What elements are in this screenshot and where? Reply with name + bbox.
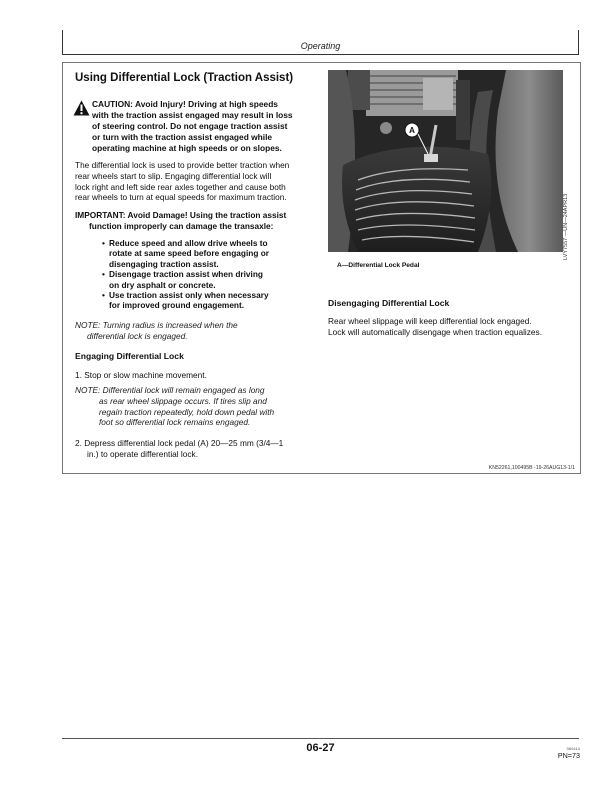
header-bottom-rule — [62, 54, 579, 55]
disengaging-line: Lock will automatically disengage when traction equalizes. — [328, 326, 542, 337]
bullet-item — [102, 238, 332, 269]
footer-rule — [62, 738, 579, 739]
intro-paragraph — [75, 160, 325, 203]
important-notice — [75, 210, 325, 232]
section-header: Operating — [300, 41, 341, 51]
bullet-item — [102, 290, 332, 311]
note-line: NOTE: Turning radius is increased when the — [75, 320, 238, 330]
intro-line: The differential lock is used to provide better traction when — [75, 160, 290, 170]
photo-callout-label: A — [409, 126, 415, 135]
figure-id: LVY7557 —UN—24APR13 — [563, 193, 569, 260]
step-line: 2. Depress differential lock pedal (A) 20—25 mm (3/4—1 — [75, 438, 284, 448]
caution-line: with the traction assist engaged may result in loss — [92, 110, 293, 120]
caution-line: or turn with the traction assist engaged while — [92, 132, 273, 142]
caution-line: of steering control. Do not engage traction assist — [92, 121, 288, 131]
bullet-line: • Use traction assist only when necessary — [109, 290, 269, 301]
page-title: Using Differential Lock (Traction Assist) — [75, 72, 294, 84]
bullet-item — [102, 269, 332, 290]
intro-line: rear wheels to turn at equal speeds for maximum traction. — [75, 192, 287, 203]
caution-text — [92, 99, 322, 154]
bullet-line: on dry asphalt or concrete. — [109, 279, 216, 290]
footer-pn: PN=73 — [557, 751, 580, 760]
note-line: as rear wheel slippage occurs. If tires slip and — [99, 395, 267, 406]
note-turning-radius — [75, 320, 325, 342]
footer-code: 060414 — [566, 746, 580, 751]
note-line: foot so differential lock remains engaged. — [99, 417, 251, 428]
page-number: 06-27 — [306, 742, 335, 754]
note-line: NOTE: Differential lock will remain engaged as long — [75, 385, 265, 395]
differential-lock-pedal-photo — [328, 70, 563, 252]
step-2 — [75, 438, 325, 460]
bullet-line: • Disengage traction assist when driving — [109, 269, 263, 280]
intro-line: lock right and left side rear axles together and cause both — [75, 181, 286, 192]
note-line: differential lock is engaged. — [87, 330, 188, 341]
bullet-line: disengaging traction assist. — [109, 258, 219, 269]
note-line: regain traction repeatedly, hold down pedal with — [99, 406, 275, 417]
bullet-line: rotate at same speed before engaging or — [109, 248, 269, 259]
disengaging-line: Rear wheel slippage will keep differential lock engaged. — [328, 316, 532, 326]
caution-line: operating machine at high speeds or on slopes. — [92, 143, 282, 153]
step-line: in.) to operate differential lock. — [87, 448, 198, 459]
caution-line: CAUTION: Avoid Injury! Driving at high speeds — [92, 99, 278, 109]
bullet-line: for improved ground engagement. — [109, 300, 245, 311]
disengaging-heading: Disengaging Differential Lock — [328, 298, 450, 308]
important-bullet-list — [102, 238, 332, 311]
intro-line: rear wheels start to slip. Engaging differential lock will — [75, 170, 272, 181]
important-line: IMPORTANT: Avoid Damage! Using the traction assist — [75, 210, 287, 220]
reference-code: KN52261,100495B -19-26AUG13-1/1 — [488, 465, 575, 471]
warning-triangle-icon — [73, 100, 90, 116]
engaging-heading: Engaging Differential Lock — [75, 351, 184, 361]
note-differential-lock — [75, 385, 325, 428]
disengaging-paragraph — [328, 316, 573, 338]
bullet-line: • Reduce speed and allow drive wheels to — [109, 238, 268, 248]
important-line: function improperly can damage the transaxle: — [89, 220, 274, 231]
figure-caption: A—Differential Lock Pedal — [337, 262, 420, 269]
step-1: 1. Stop or slow machine movement. — [75, 370, 207, 380]
